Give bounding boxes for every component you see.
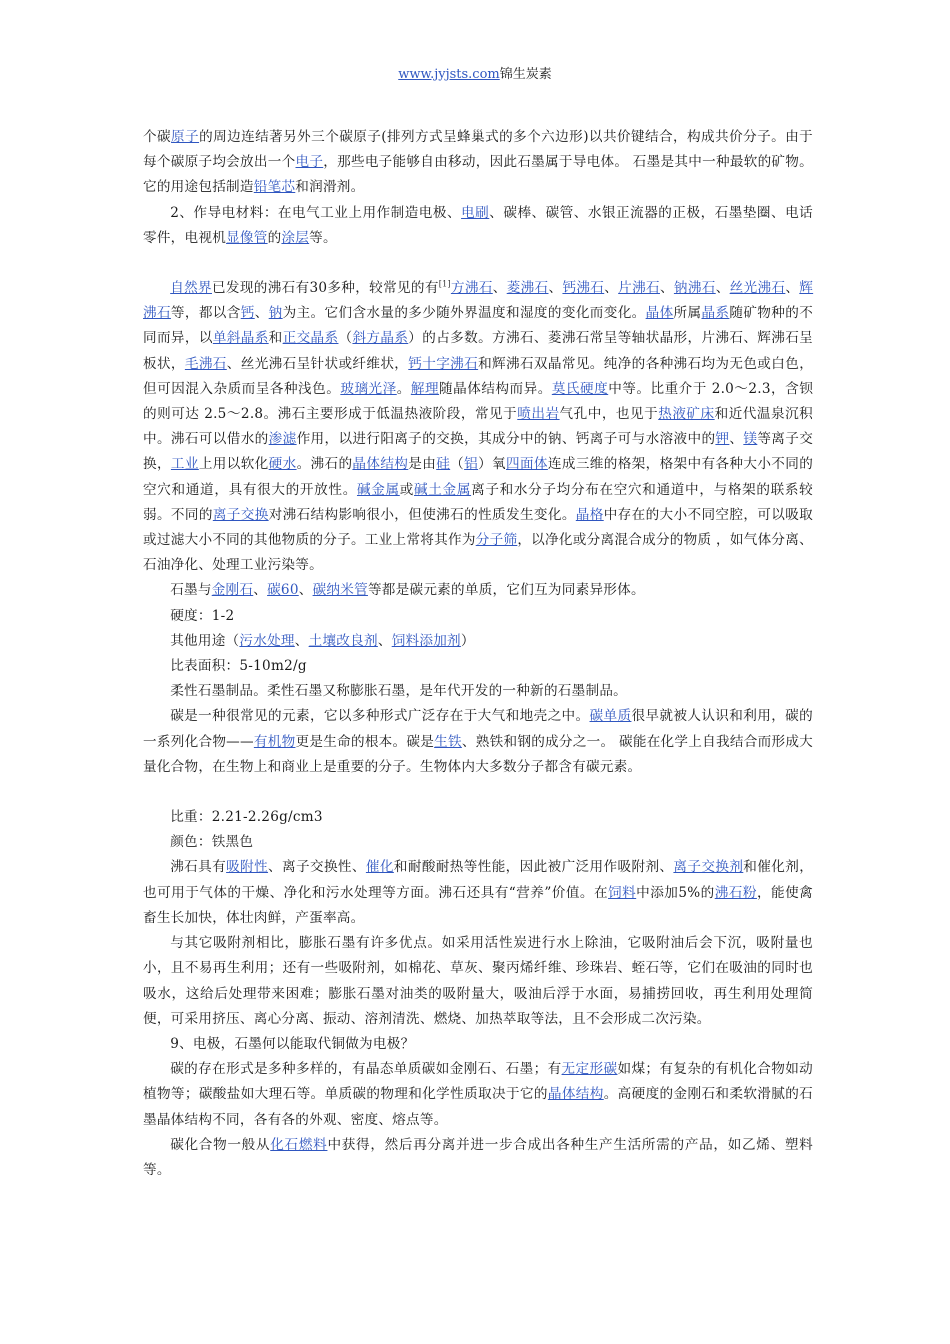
paragraph-electrode-question: 9、电极，石墨何以能取代铜做为电极？ (170, 1035, 415, 1052)
paragraph-flexible-graphite: 柔性石墨制品。柔性石墨又称膨胀石墨，是年代开发的一种新的石墨制品。 (170, 683, 628, 700)
link-percolation[interactable]: 渗滤 (268, 431, 297, 448)
brand-name: 锦生炭素 (499, 67, 552, 82)
link-crystal-system[interactable]: 晶系 (701, 305, 730, 322)
paragraph-carbon: 碳是一种很常见的元素，它以多种形式广泛存在于大气和地壳之中。碳单质很早就被人认识和利用，碳的一系列化合物——有机物更是生命的根本。碳是生铁、熟铁和钢的成分之一。 碳能在化学上自我结合而形成大量化合物，在生物上和商业上是重要的分子。生物体内大多数分子都含有碳元素。 (143, 708, 814, 775)
link-crystal-structure[interactable]: 晶体结构 (352, 456, 409, 473)
site-link[interactable]: www.jyjsts.com (398, 67, 500, 82)
paragraph-other-uses: 其他用途（污水处理、土壤改良剂、饲料添加剂） (170, 632, 475, 649)
paragraph-specific-gravity: 比重：2.21-2.26g/cm3 (170, 809, 323, 826)
link-extrusive-rock[interactable]: 喷出岩 (517, 406, 560, 423)
link-adsorption[interactable]: 吸附性 (226, 859, 269, 876)
link-hard-water[interactable]: 硬水 (268, 456, 297, 473)
link-carbon-nanotube[interactable]: 碳纳米管 (312, 582, 368, 599)
link-orthorhombic[interactable]: 正交晶系 (282, 330, 339, 347)
link-calcium[interactable]: 钙 (240, 305, 255, 322)
citation-1[interactable]: [1] (438, 279, 451, 289)
link-brush[interactable]: 电刷 (461, 204, 490, 221)
link-hydrothermal-deposit[interactable]: 热液矿床 (658, 406, 715, 423)
paragraph-zeolite-uses: 沸石具有吸附性、离子交换性、催化和耐酸耐热等性能，因此被广泛用作吸附剂、离子交换剂和催化剂，也可用于气体的干燥、净化和污水处理等方面。沸石还具有“营养”价值。在饲料中添加5%的沸石粉，能使禽畜生长加快，体壮肉鲜，产蛋率高。 (143, 859, 814, 926)
paragraph-conductive-material: 2、作导电材料：在电气工业上用作制造电极、电刷、碳棒、碳管、水银正流器的正极，石墨垫圈、电话零件，电视机显像管的涂层等。 (143, 204, 814, 246)
paragraph-hardness: 硬度：1-2 (170, 607, 235, 624)
link-stilbite[interactable]: 辉沸石 (143, 280, 814, 322)
link-orthorhombic-alt[interactable]: 斜方晶系 (352, 330, 409, 347)
link-organic-compound[interactable]: 有机物 (253, 733, 296, 750)
link-elemental-carbon[interactable]: 碳单质 (589, 708, 632, 725)
paragraph-surface-area: 比表面积：5-10m2/g (170, 658, 307, 675)
link-industry[interactable]: 工业 (170, 456, 199, 473)
link-erionite[interactable]: 毛沸石 (184, 355, 227, 372)
link-sewage-treatment[interactable]: 污水处理 (239, 632, 295, 649)
link-coating[interactable]: 涂层 (281, 229, 310, 246)
link-feed-additive[interactable]: 饲料添加剂 (391, 632, 461, 649)
link-crystal[interactable]: 晶体 (645, 305, 674, 322)
link-potassium[interactable]: 钾 (715, 431, 730, 448)
paragraph-color: 颜色：铁黑色 (170, 834, 254, 851)
link-mohs-hardness[interactable]: 莫氏硬度 (551, 380, 609, 397)
link-amorphous-carbon[interactable]: 无定形碳 (561, 1061, 618, 1078)
link-natrolite[interactable]: 钠沸石 (673, 280, 716, 297)
link-mordenite[interactable]: 丝光沸石 (729, 280, 786, 297)
link-monoclinic[interactable]: 单斜晶系 (212, 330, 269, 347)
link-atom[interactable]: 原子 (171, 129, 200, 145)
link-picture-tube[interactable]: 显像管 (226, 229, 268, 246)
link-catalysis[interactable]: 催化 (365, 859, 394, 876)
paragraph-graphite-structure: 个碳原子的周边连结著另外三个碳原子(排列方式呈蜂巢式的多个六边形)以共价键结合，构成共价分子。由于每个碳原子均会放出一个电子，那些电子能够自由移动，因此石墨属于导电体。 石墨是其中一种最软的矿物。 它的用途包括制造铅笔芯和润滑剂。 (143, 129, 814, 196)
link-nature[interactable]: 自然界 (170, 280, 212, 297)
link-alkaline-earth-metal[interactable]: 碱土金属 (414, 481, 472, 498)
link-lattice[interactable]: 晶格 (575, 506, 604, 523)
link-heulandite[interactable]: 片沸石 (618, 280, 660, 297)
link-chabazite[interactable]: 菱沸石 (506, 280, 549, 297)
paragraph-expanded-graphite-advantages: 与其它吸附剂相比，膨胀石墨有许多优点。如采用活性炭进行水上除油，它吸附油后会下沉，吸附量也小，且不易再生利用；还有一些吸附剂，如棉花、草灰、聚丙烯纤维、珍珠岩、蛭石等，它们在吸油的同时也吸水，这给后处理带来困难；膨胀石墨对油类的吸附量大，吸油后浮于水面，易捕捞回收，再生利用处理简便，可采用挤压、离心分离、振动、溶剂清洗、燃烧、加热萃取等法，且不会形成二次污染。 (143, 935, 813, 1027)
link-pencil-lead[interactable]: 铅笔芯 (253, 179, 296, 196)
link-c60[interactable]: 碳60 (267, 582, 299, 599)
link-feed[interactable]: 饲料 (608, 884, 637, 901)
paragraph-zeolite: 自然界已发现的沸石有30多种，较常见的有[1]方沸石、菱沸石、钙沸石、片沸石、钠沸石、丝光沸石、辉沸石等，都以含钙、钠为主。它们含水量的多少随外界温度和湿度的变化而变化。晶体所属晶系随矿物种的不同而异，以单斜晶系和正交晶系（斜方晶系）的占多数。方沸石、菱沸石常呈等轴状晶形，片沸石、辉沸石呈板状，毛沸石、丝光沸石呈针状或纤维状，钙十字沸石和辉沸石双晶常见。纯净的各种沸石均为无色或白色，但可因混入杂质而呈各种浅色。玻璃光泽。解理随晶体结构而异。莫氏硬度中等。比重介于 2.0～2.3，含钡的则可达 2.5～2.8。沸石主要形成于低温热液阶段，常见于喷出岩气孔中，也见于热液矿床和近代温泉沉积中。沸石可以借水的渗滤作用，以进行阳离子的交换，其成分中的钠、钙离子可与水溶液中的钾、镁等离子交换，工业上用以软化硬水。沸石的晶体结构是由硅（铝）氧四面体连成三维的格架，格架中有各种大小不同的空穴和通道，具有很大的开放性。碱金属或碱土金属离子和水分子均分布在空穴和通道中，与格架的联系较弱。不同的离子交换对沸石结构影响很小，但使沸石的性质发生变化。晶格中存在的大小不同空腔，可以吸取或过滤大小不同的其他物质的分子。工业上常将其作为分子筛，以净化或分离混合成分的物质 ，如气体分离、石油净化、处理工业污染等。 (143, 279, 814, 574)
paragraph-carbon-compounds: 碳化合物一般从化石燃料中获得，然后再分离并进一步合成出各种生产生活所需的产品，如乙烯、塑料等。 (143, 1136, 814, 1178)
link-ion-exchange[interactable]: 离子交换 (212, 506, 269, 523)
link-silicon[interactable]: 硅 (436, 456, 451, 473)
link-zeolite-powder[interactable]: 沸石粉 (714, 884, 757, 901)
link-diamond[interactable]: 金刚石 (211, 582, 254, 599)
paragraph-carbon-forms: 碳的存在形式是多种多样的，有晶态单质碳如金刚石、石墨；有无定形碳如煤；有复杂的有机化合物如动植物等；碳酸盐如大理石等。单质碳的物理和化学性质取决于它的晶体结构。高硬度的金刚石和柔软滑腻的石墨晶体结构不同，各有各的外观、密度、熔点等。 (143, 1061, 814, 1128)
link-soil-conditioner[interactable]: 土壤改良剂 (308, 632, 378, 649)
link-magnesium[interactable]: 镁 (743, 431, 758, 448)
paragraph-allotropes: 石墨与金刚石、碳60、碳纳米管等都是碳元素的单质，它们互为同素异形体。 (170, 582, 645, 599)
link-aluminum[interactable]: 铝 (464, 456, 479, 473)
link-crystal-structure-2[interactable]: 晶体结构 (547, 1086, 604, 1103)
link-tetrahedron[interactable]: 四面体 (506, 456, 548, 473)
link-laumontite[interactable]: 钙沸石 (562, 280, 605, 297)
link-alkali-metal[interactable]: 碱金属 (356, 481, 400, 498)
link-sodium[interactable]: 钠 (268, 305, 283, 322)
document-body (143, 125, 813, 1183)
link-vitreous-luster[interactable]: 玻璃光泽 (340, 380, 397, 397)
page-header (0, 66, 950, 84)
link-pig-iron[interactable]: 生铁 (434, 733, 462, 750)
link-electron[interactable]: 电子 (295, 154, 324, 171)
link-analcime[interactable]: 方沸石 (450, 280, 493, 297)
link-molecular-sieve[interactable]: 分子筛 (475, 532, 518, 549)
link-fossil-fuel[interactable]: 化石燃料 (270, 1136, 328, 1153)
link-ion-exchanger[interactable]: 离子交换剂 (673, 859, 744, 876)
link-harmotome[interactable]: 钙十字沸石 (408, 355, 479, 372)
link-cleavage[interactable]: 解理 (410, 380, 440, 397)
